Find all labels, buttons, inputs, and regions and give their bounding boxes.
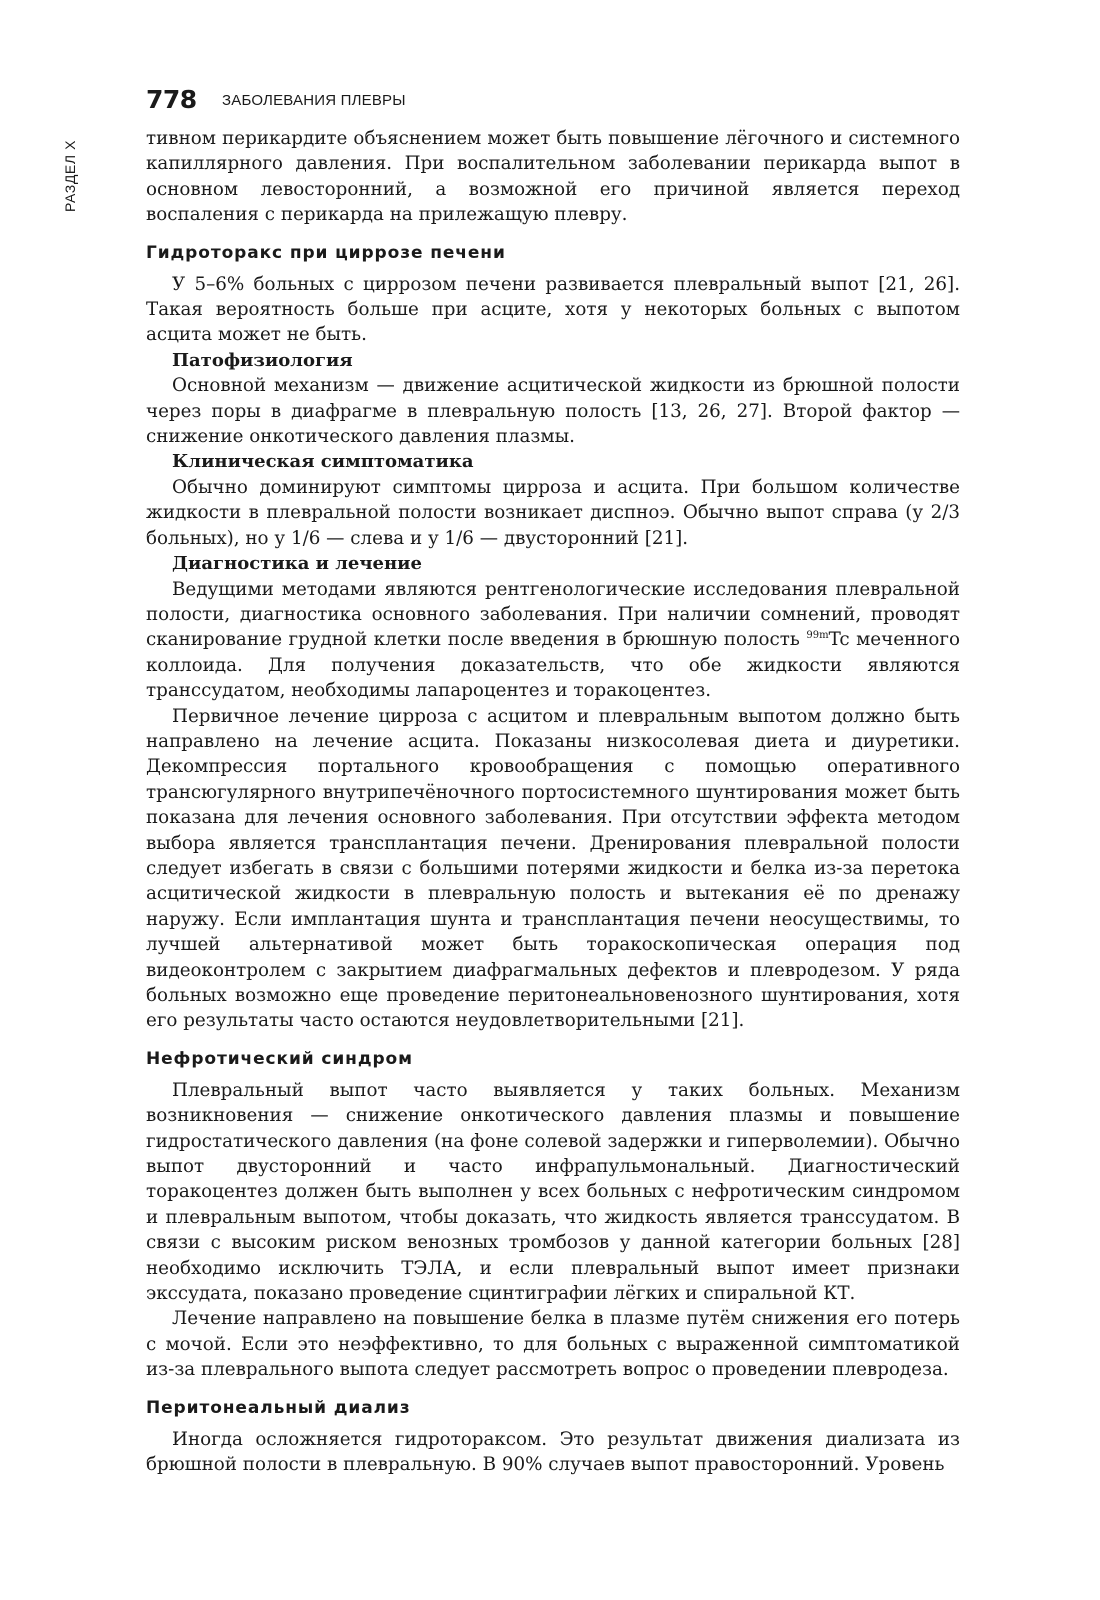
subheading-pathophysiology: Патофизиология [172, 349, 353, 371]
nephrotic-paragraph-2: Лечение направлено на повышение белка в плазме путём снижения его потерь с мочой. Если это неэффективно, то для больных с выраженной симптоматикой из-за плеврального выпота следует рассмотреть вопрос о проведении плевродеза. [146, 1308, 960, 1381]
running-title: ЗАБОЛЕВАНИЯ ПЛЕВРЫ [222, 92, 406, 109]
isotope-mass-number: 99m [806, 630, 829, 642]
clinical-paragraph: Обычно доминируют симптомы цирроза и асцита. При большом количестве жидкости в плевральной полости возникает диспноэ. Обычно выпот справа (у 2/3 больных), но у 1/6 — слева и у 1/6 — двусторонний [21]. [146, 476, 960, 549]
nephrotic-paragraph-1: Плевральный выпот часто выявляется у таких больных. Механизм возникновения — снижение онкотического давления плазмы и повышение гидростатического давления (на фоне солевой задержки и гиперволемии). Обычно выпот двусторонний и часто инфрапульмональный. Диагностический торакоцентез должен быть выполнен у всех больных с нефротическим синдромом и плевральным выпотом, чтобы доказать, что жидкость является транссудатом. В связи с высоким риском венозных тромбозов у данной категории больных [28] необходимо исключить ТЭЛА, и если плевральный выпот имеет признаки экссудата, показано проведение сцинтиграфии лёгких и спиральной КТ. [146, 1079, 960, 1305]
cirrhosis-intro-paragraph: У 5–6% больных с циррозом печени развивается плевральный выпот [21, 26]. Такая вероятность больше при асците, хотя у некоторых больных с выпотом асцита может не быть. [146, 273, 960, 346]
treatment-paragraph: Первичное лечение цирроза с асцитом и плевральным выпотом должно быть направлено на лечение асцита. Показаны низкосолевая диета и диуретики. Декомпрессия портального кровообращения с помощью оперативного трансюгулярного внутрипечёночного портосистемного шунтирования может быть показана для лечения основного заболевания. При отсутствии эффекта методом выбора является трансплантация печени. Дренирования плевральной полости следует избегать в связи с большими потерями жидкости и белка из-за перетока асцитической жидкости в плевральную полость и вытекания её по дренажу наружу. Если имплантация шунта и трансплантация печени неосуществимы, то лучшей альтернативой может быть торакоскопическая операция под видеоконтролем с закрытием диафрагмальных дефектов и плевродезом. У ряда больных возможно еще проведение перитонеальновенозного шунтирования, хотя его результаты часто остаются неудовлетворительными [21]. [146, 705, 960, 1032]
section-side-label: РАЗДЕЛ X [62, 139, 78, 212]
diagnosis-text-end: Tc меченного коллоида. Для получения доказательств, что обе жидкости являются транссудатом, необходимы лапароцентез и торакоцентез. [146, 629, 960, 702]
section-title-dialysis: Перитонеальный диализ [146, 1397, 411, 1418]
page-content [146, 82, 960, 1478]
intro-paragraph: тивном перикардите объяснением может быть повышение лёгочного и системного капиллярного давления. При воспалительном заболевании перикарда выпот в основном левосторонний, а возможной его причиной является переход воспаления с перикарда на прилежащую плевру. [146, 128, 960, 226]
diagnosis-text-start: Ведущими методами являются рентгенологические исследования плевральной полости, диагностика основного заболевания. При наличии сомнений, проводят сканирование грудной клетки после введения в брюшную полость [146, 578, 960, 651]
page-number: 778 [146, 85, 197, 114]
diagnosis-paragraph [146, 577, 960, 704]
section-title-nephrotic: Нефротический синдром [146, 1048, 413, 1069]
section-title-cirrhosis: Гидроторакс при циррозе печени [146, 242, 506, 263]
subheading-clinical: Клиническая симптоматика [172, 451, 474, 473]
running-head [146, 82, 960, 122]
dialysis-paragraph: Иногда осложняется гидротораксом. Это результат движения диализата из брюшной полости в плевральную. В 90% случаев выпот правосторонний. Уровень [146, 1428, 960, 1476]
pathophysiology-paragraph: Основной механизм — движение асцитической жидкости из брюшной полости через поры в диафрагме в плевральную полость [13, 26, 27]. Второй фактор — снижение онкотического давления плазмы. [146, 375, 960, 448]
subheading-diagnosis: Диагностика и лечение [172, 553, 422, 575]
